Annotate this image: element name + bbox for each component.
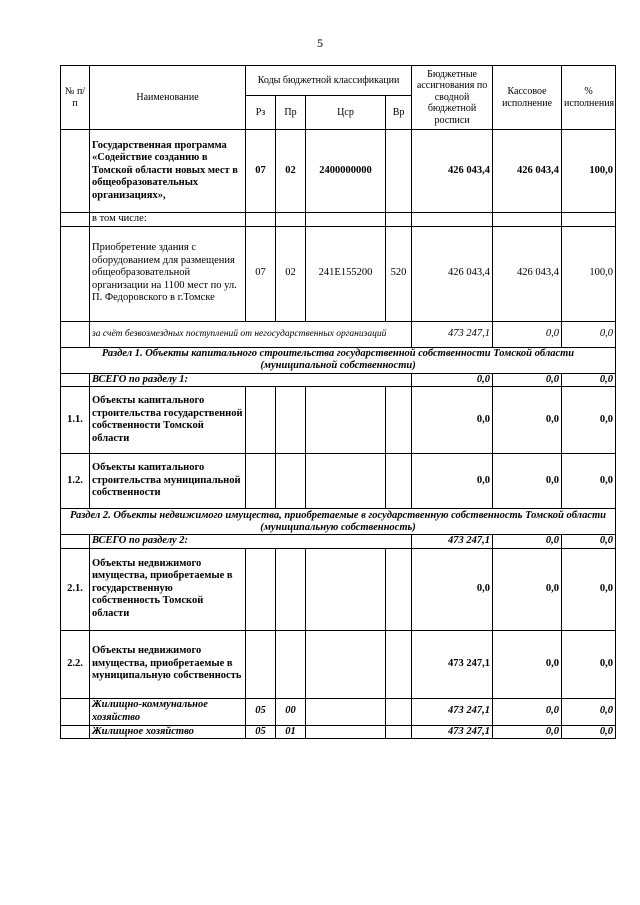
header-budget: Бюджетные ассигнования по сводной бюджетной росписи	[412, 66, 493, 130]
including-label: в том числе:	[90, 213, 246, 227]
section1-total-name: ВСЕГО по разделу 1:	[90, 373, 412, 387]
housing-row	[61, 725, 616, 739]
housing-rz: 05	[246, 725, 276, 739]
program-budget: 426 043,4	[412, 130, 493, 213]
item-cash: 0,0	[493, 548, 562, 630]
program-pct: 100,0	[562, 130, 616, 213]
building-pr: 02	[276, 226, 306, 321]
section1-item-row	[61, 454, 616, 509]
housing-communal-name: Жилищно-коммунальное хозяйство	[90, 698, 246, 725]
section1-title: Раздел 1. Объекты капитального строительства государственной собственности Томской области (муниципальной собственности)	[61, 347, 616, 373]
building-row	[61, 226, 616, 321]
section2-title-row	[61, 509, 616, 535]
program-cash: 426 043,4	[493, 130, 562, 213]
header-name: Наименование	[90, 66, 246, 130]
building-budget: 426 043,4	[412, 226, 493, 321]
item-num: 1.2.	[61, 454, 90, 509]
housing-communal-pct: 0,0	[562, 698, 616, 725]
housing-cash: 0,0	[493, 725, 562, 739]
budget-table	[60, 65, 616, 739]
building-name: Приобретение здания с оборудованием для размещения общеобразовательной организации на 1100 мест по ул. П. Федоровского в г.Томске	[90, 226, 246, 321]
section2-title: Раздел 2. Объекты недвижимого имущества, приобретаемые в государственную собственность Томской области (муниципальную собственность)	[61, 509, 616, 535]
housing-communal-budget: 473 247,1	[412, 698, 493, 725]
section1-total-row	[61, 373, 616, 387]
funding-note-cash: 0,0	[493, 321, 562, 347]
program-vr	[386, 130, 412, 213]
section1-total-budget: 0,0	[412, 373, 493, 387]
building-pct: 100,0	[562, 226, 616, 321]
item-cash: 0,0	[493, 454, 562, 509]
item-budget: 473 247,1	[412, 630, 493, 698]
item-name: Объекты капитального строительства муниципальной собственности	[90, 454, 246, 509]
item-pct: 0,0	[562, 454, 616, 509]
header-cash: Кассовое исполнение	[493, 66, 562, 130]
header-row-1	[61, 66, 616, 96]
item-budget: 0,0	[412, 548, 493, 630]
item-name: Объекты недвижимого имущества, приобретаемые в государственную собственность Томской области	[90, 548, 246, 630]
section2-total-cash: 0,0	[493, 535, 562, 549]
page-number: 5	[317, 36, 323, 50]
header-pct: % исполнения	[562, 66, 616, 130]
section2-total-name: ВСЕГО по разделу 2:	[90, 535, 412, 549]
section1-title-row	[61, 347, 616, 373]
housing-communal-cash: 0,0	[493, 698, 562, 725]
section1-total-cash: 0,0	[493, 373, 562, 387]
item-budget: 0,0	[412, 387, 493, 454]
item-num: 1.1.	[61, 387, 90, 454]
building-rz: 07	[246, 226, 276, 321]
section1-total-pct: 0,0	[562, 373, 616, 387]
housing-budget: 473 247,1	[412, 725, 493, 739]
header-rz: Рз	[246, 96, 276, 130]
header-codes: Коды бюджетной классификации	[246, 66, 412, 96]
housing-communal-rz: 05	[246, 698, 276, 725]
item-budget: 0,0	[412, 454, 493, 509]
item-cash: 0,0	[493, 630, 562, 698]
section1-item-row	[61, 387, 616, 454]
section2-item-row	[61, 630, 616, 698]
item-num: 2.2.	[61, 630, 90, 698]
including-row	[61, 213, 616, 227]
funding-note-pct: 0,0	[562, 321, 616, 347]
program-name: Государственная программа «Содействие созданию в Томской области новых мест в общеобразовательных организациях»,	[90, 130, 246, 213]
header-pr: Пр	[276, 96, 306, 130]
header-num: № п/п	[61, 66, 90, 130]
section2-item-row	[61, 548, 616, 630]
item-name: Объекты капитального строительства государственной собственности Томской области	[90, 387, 246, 454]
header-vr: Вр	[386, 96, 412, 130]
building-csr: 241E155200	[306, 226, 386, 321]
building-vr: 520	[386, 226, 412, 321]
housing-communal-row	[61, 698, 616, 725]
section2-total-pct: 0,0	[562, 535, 616, 549]
program-rz: 07	[246, 130, 276, 213]
header-csr: Цср	[306, 96, 386, 130]
item-cash: 0,0	[493, 387, 562, 454]
item-num: 2.1.	[61, 548, 90, 630]
building-cash: 426 043,4	[493, 226, 562, 321]
program-csr: 2400000000	[306, 130, 386, 213]
item-name: Объекты недвижимого имущества, приобретаемые в муниципальную собственность	[90, 630, 246, 698]
funding-note-name: за счёт безвозмездных поступлений от негосударственных организаций	[90, 321, 412, 347]
item-pct: 0,0	[562, 387, 616, 454]
program-pr: 02	[276, 130, 306, 213]
section2-total-row	[61, 535, 616, 549]
section2-total-budget: 473 247,1	[412, 535, 493, 549]
item-pct: 0,0	[562, 548, 616, 630]
funding-note-row	[61, 321, 616, 347]
funding-note-budget: 473 247,1	[412, 321, 493, 347]
program-row	[61, 130, 616, 213]
item-pct: 0,0	[562, 630, 616, 698]
housing-name: Жилищное хозяйство	[90, 725, 246, 739]
housing-communal-pr: 00	[276, 698, 306, 725]
housing-pr: 01	[276, 725, 306, 739]
housing-pct: 0,0	[562, 725, 616, 739]
